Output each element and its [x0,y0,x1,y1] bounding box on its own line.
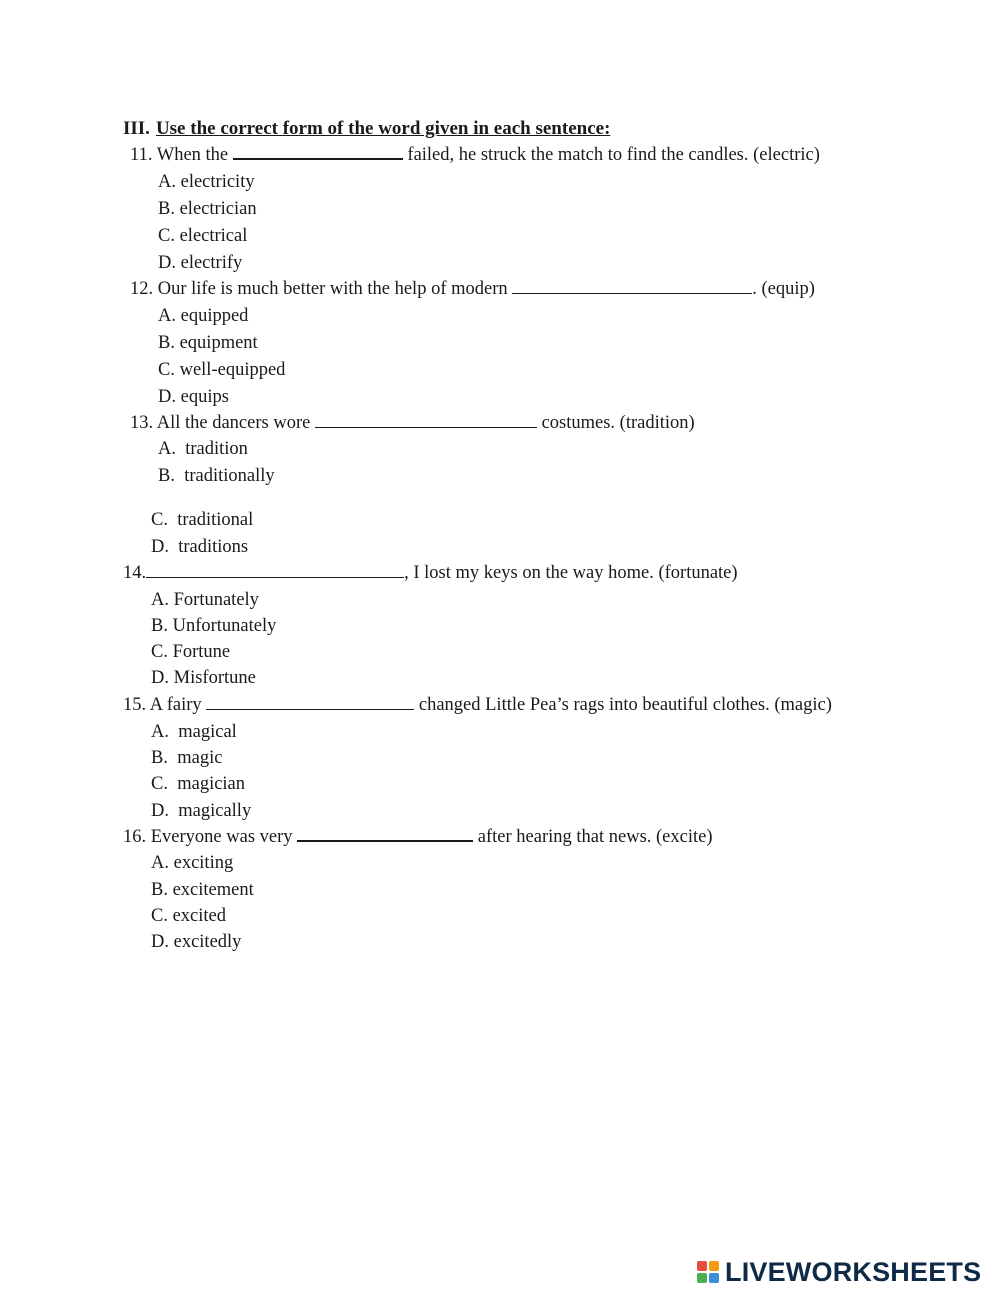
option-14-d[interactable]: D. Misfortune [151,668,256,688]
question-number: 16. [123,827,147,847]
question-text-after: after hearing that news. (excite) [477,827,713,847]
option-15-a[interactable]: A. magical [151,722,237,742]
question-text-after: failed, he struck the match to find the candles. (electric) [407,145,820,165]
option-11-d[interactable]: D. electrify [158,253,243,273]
option-14-c[interactable]: C. Fortune [151,642,231,662]
question-14 [123,562,738,584]
option-16-b[interactable]: B. excitement [151,880,254,900]
question-number: 15. [123,695,147,715]
answer-blank[interactable] [512,279,752,294]
option-16-a[interactable]: A. exciting [151,853,234,873]
option-11-b[interactable]: B. electrician [158,199,257,219]
option-16-d[interactable]: D. excitedly [151,932,242,952]
answer-blank[interactable] [206,695,414,710]
question-number: 13. [130,413,154,433]
question-16 [123,826,713,848]
question-text-after: . (equip) [752,279,815,299]
question-text-before: A fairy [149,695,202,715]
option-16-c[interactable]: C. excited [151,906,227,926]
option-12-b[interactable]: B. equipment [158,333,258,353]
question-number: 12. [130,279,154,299]
question-text-after: , I lost my keys on the way home. (fortunate) [404,563,738,583]
option-15-c[interactable]: C. magician [151,774,246,794]
question-13 [130,412,695,434]
question-text-after: changed Little Pea’s rags into beautiful clothes. (magic) [418,695,832,715]
option-12-a[interactable]: A. equipped [158,306,249,326]
answer-blank[interactable] [297,826,473,842]
option-13-a[interactable]: A. tradition [158,439,248,459]
option-13-d[interactable]: D. traditions [151,537,249,557]
answer-blank[interactable] [315,413,537,428]
question-text-before: Everyone was very [150,827,293,847]
option-11-a[interactable]: A. electricity [158,172,255,192]
option-15-d[interactable]: D. magically [151,801,252,821]
liveworksheets-brand[interactable] [697,1257,981,1288]
question-11 [130,144,820,166]
section-number: III. [123,118,150,139]
option-13-b[interactable]: B. traditionally [158,466,275,486]
option-13-c[interactable]: C. traditional [151,510,254,530]
option-14-a[interactable]: A. Fortunately [151,590,259,610]
question-number: 14. [123,563,147,583]
question-text-before: When the [156,145,229,165]
option-14-b[interactable]: B. Unfortunately [151,616,277,636]
brand-name: LIVEWORKSHEETS [725,1257,982,1287]
liveworksheets-logo-icon [697,1261,721,1285]
option-11-c[interactable]: C. electrical [158,226,248,246]
section-heading [123,118,610,140]
question-15 [123,694,832,716]
question-12 [130,278,815,300]
question-text-before: Our life is much better with the help of modern [157,279,508,299]
option-12-d[interactable]: D. equips [158,387,229,407]
question-number: 11. [130,145,153,165]
answer-blank[interactable] [146,563,404,578]
question-text-after: costumes. (tradition) [541,413,695,433]
option-15-b[interactable]: B. magic [151,748,223,768]
section-title: Use the correct form of the word given in each sentence: [155,118,611,139]
answer-blank[interactable] [233,144,403,160]
question-text-before: All the dancers wore [156,413,311,433]
option-12-c[interactable]: C. well-equipped [158,360,286,380]
